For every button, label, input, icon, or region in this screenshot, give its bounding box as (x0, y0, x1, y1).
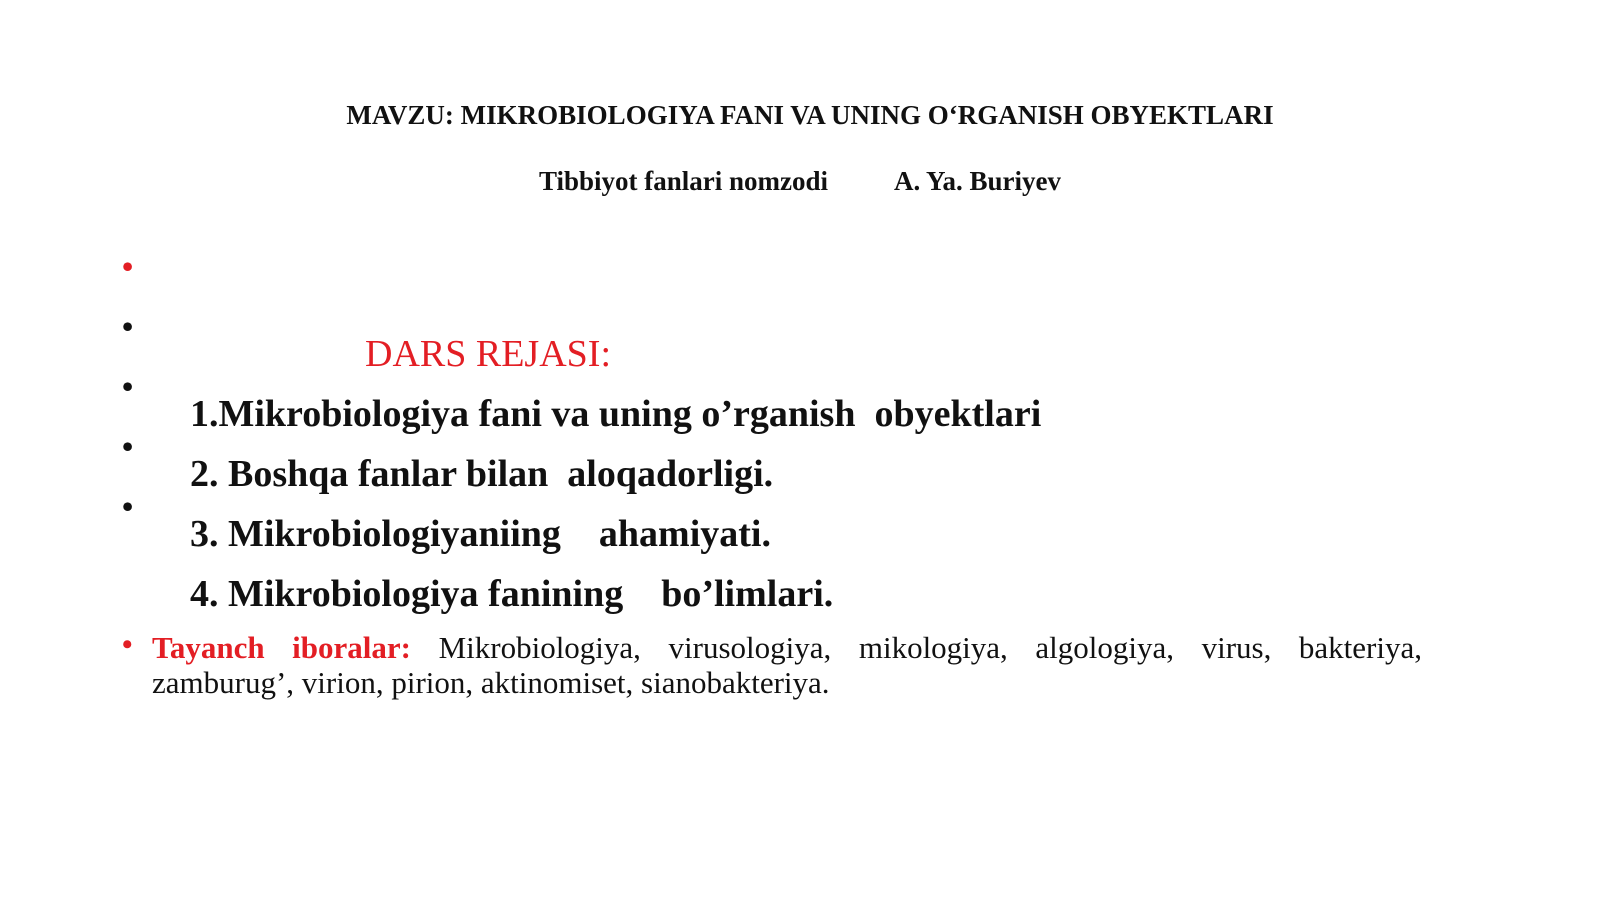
lesson-plan-item (122, 484, 1422, 615)
bullet-icon: • (122, 368, 134, 404)
lesson-plan-item-text: 1.Mikrobiologiya fani va uning o’rganish obyektlari (190, 393, 1042, 435)
author-name: A. Ya. Buriyev (894, 166, 1062, 196)
lesson-plan-list (122, 244, 1422, 615)
keywords-list: Mikrobiologiya, virusologiya, mikologiya, algologiya, virus, bakteriya, zamburug’, virion, pirion, aktinomiset, sianobakteriya. (152, 630, 1423, 700)
lesson-plan-item (122, 424, 1422, 555)
keywords-paragraph (152, 630, 1422, 700)
lesson-plan-heading-item (122, 244, 1422, 375)
bullet-icon: • (122, 428, 134, 464)
lesson-plan-item-text: 2. Boshqa fanlar bilan aloqadorligi. (190, 453, 774, 495)
lesson-plan-item-text: 3. Mikrobiologiyaniing ahamiyati. (190, 513, 771, 555)
keywords-label: Tayanch iboralar: (152, 630, 411, 665)
bullet-icon: • (122, 628, 133, 661)
keywords-block (122, 630, 1422, 700)
slide-title: MAVZU: MIKROBIOLOGIYA FANI VA UNING O‘RGANISH OBYEKTLARI (346, 100, 1274, 130)
author-degree: Tibbiyot fanlari nomzodi (538, 166, 829, 196)
bullet-icon: • (122, 488, 134, 524)
lesson-plan-item (122, 364, 1422, 495)
bullet-icon: • (122, 248, 134, 284)
lesson-plan-heading: DARS REJASI: (365, 333, 611, 375)
bullet-icon: • (122, 308, 134, 344)
lesson-plan-item (122, 304, 1422, 435)
author-line (0, 166, 1600, 197)
lesson-plan-item-text: 4. Mikrobiologiya fanining bo’limlari. (190, 573, 834, 615)
